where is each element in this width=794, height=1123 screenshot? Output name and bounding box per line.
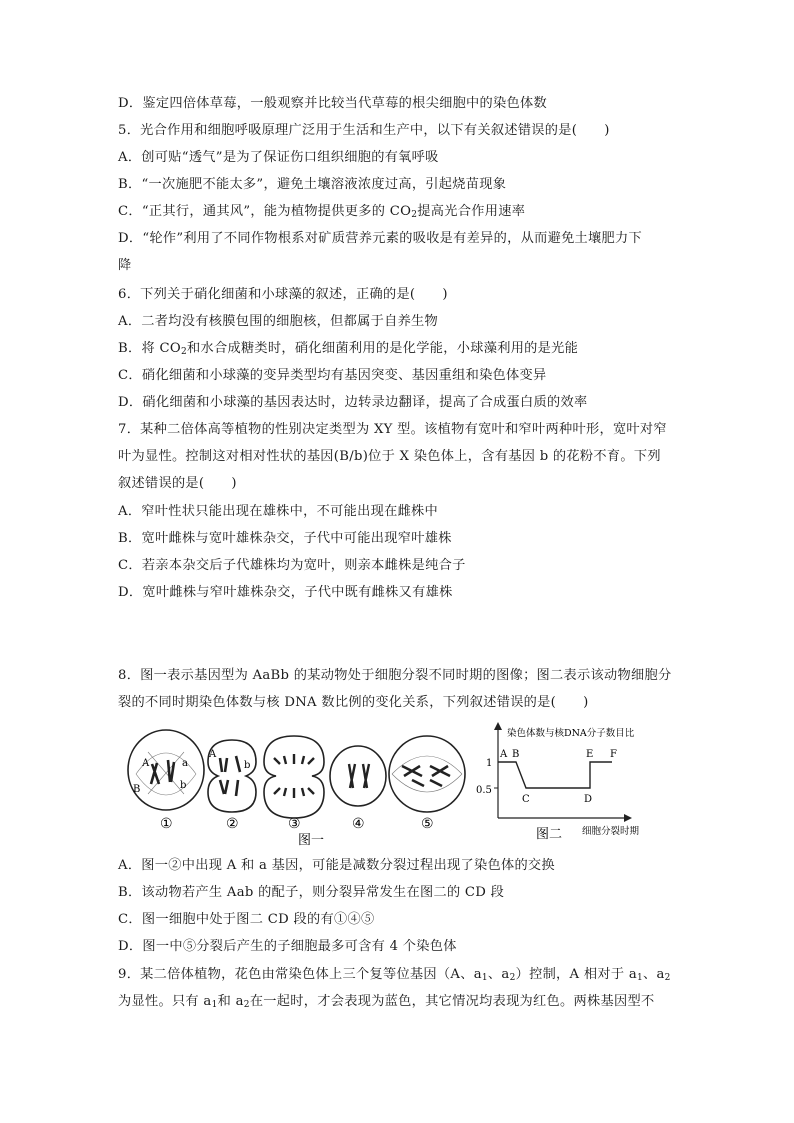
fig2-ytick-05: 0.5 bbox=[476, 785, 492, 796]
fig1-num-3: ③ bbox=[288, 816, 301, 832]
q8-figures bbox=[124, 722, 684, 852]
fig2-point-E: E bbox=[586, 749, 594, 760]
q8-stem-line2: 裂的不同时期染色体数与核 DNA 数比例的变化关系，下列叙述错误的是( ) bbox=[118, 695, 589, 710]
fig2-caption: 图二 bbox=[536, 827, 563, 842]
q5-option-d: D．“轮作”利用了不同作物根系对矿质营养元素的吸收是有差异的，从而避免土壤肥力下 bbox=[118, 231, 642, 246]
q6-stem: 6．下列关于硝化细菌和小球藻的叙述，正确的是( ) bbox=[118, 287, 448, 302]
q5-option-c: C．“正其行，通其风”，能为植物提供更多的 $CO_2$提高光合作用速率 bbox=[118, 204, 526, 220]
fig2-point-D: D bbox=[584, 794, 593, 805]
q6-option-b: B．将 $CO_2$和水合成糖类时，硝化细菌利用的是化学能，小球藻利用的是光能 bbox=[118, 341, 579, 357]
q7-option-a: A．窄叶性状只能出现在雄株中，不可能出现在雌株中 bbox=[118, 504, 439, 519]
fig1-caption: 图一 bbox=[298, 833, 325, 848]
fig1-letter-1: a bbox=[182, 758, 188, 769]
q8-option-b: B．该动物若产生 Aab 的配子，则分裂异常发生在图二的 CD 段 bbox=[118, 885, 505, 900]
fig1-cell-3 bbox=[264, 736, 324, 818]
fig1-cell-5 bbox=[389, 736, 465, 812]
fig1-num-1: ① bbox=[160, 816, 173, 832]
fig1-cell-4 bbox=[330, 746, 386, 806]
fig1-letter-2: B bbox=[133, 784, 141, 795]
fig1-letter-0: A bbox=[142, 758, 150, 769]
q6-option-a: A．二者均没有核膜包围的细胞核，但都属于自养生物 bbox=[118, 314, 439, 329]
fig1-letter-4: A bbox=[209, 749, 217, 760]
q5-option-a: A．创可贴“透气”是为了保证伤口组织细胞的有氧呼吸 bbox=[118, 150, 439, 165]
q5-stem: 5．光合作用和细胞呼吸原理广泛用于生活和生产中，以下有关叙述错误的是( ) bbox=[118, 123, 610, 138]
q8-option-d: D．图一中⑤分裂后产生的子细胞最多可含有 4 个染色体 bbox=[118, 939, 457, 954]
q7-stem-line2: 叶为显性。控制这对相对性状的基因(B/b)位于 X 染色体上，含有基因 b 的花粉不育。下列 bbox=[118, 449, 661, 464]
fig2-line bbox=[498, 762, 612, 788]
fig2-ylabel: 染色体数与核DNA分子数目比 bbox=[507, 728, 635, 739]
fig1-num-5: ⑤ bbox=[421, 816, 434, 832]
q7-option-b: B．宽叶雌株与宽叶雄株杂交，子代中可能出现窄叶雄株 bbox=[118, 531, 452, 546]
q5-option-d-cont: 降 bbox=[118, 258, 132, 273]
fig1-num-4: ④ bbox=[352, 816, 365, 832]
q7-stem-line1: 7．某种二倍体高等植物的性别决定类型为 XY 型。该植物有宽叶和窄叶两种叶形，宽叶对窄 bbox=[118, 422, 667, 437]
q9-stem-line2: 为显性。只有 $a_1$和 $a_2$在一起时，才会表现为蓝色，其它情况均表现为红色。两株基因型不 bbox=[118, 994, 655, 1010]
fig2-ytick-1: 1 bbox=[486, 758, 493, 769]
q7-stem-line3: 叙述错误的是( ) bbox=[118, 476, 237, 491]
q9-stem-line1: 9．某二倍体植物，花色由常染色体上三个复等位基因（A、$a_1$、$a_2$）控制，A 相对于 $a_1$、$a_2$ bbox=[118, 967, 671, 983]
fig2-graph bbox=[476, 722, 640, 842]
fig2-point-C: C bbox=[522, 794, 530, 805]
fig1-cell-2 bbox=[208, 740, 256, 812]
q7-option-c: C．若亲本杂交后子代雄株均为宽叶，则亲本雌株是纯合子 bbox=[118, 558, 466, 573]
fig1-cell-1 bbox=[128, 730, 204, 810]
q5-option-b: B．“一次施肥不能太多”，避免土壤溶液浓度过高，引起烧苗现象 bbox=[118, 177, 507, 192]
q8-option-a: A．图一②中出现 A 和 a 基因，可能是减数分裂过程出现了染色体的交换 bbox=[118, 858, 555, 873]
fig1-num-2: ② bbox=[226, 816, 239, 832]
fig2-point-A: A bbox=[500, 749, 508, 760]
fig2-point-F: F bbox=[610, 749, 617, 760]
q8-figure-svg bbox=[124, 722, 684, 852]
fig2-point-B: B bbox=[512, 749, 520, 760]
fig2-xlabel: 细胞分裂时期 bbox=[582, 826, 640, 837]
q6-option-c: C．硝化细菌和小球藻的变异类型均有基因突变、基因重组和染色体变异 bbox=[118, 368, 547, 383]
fig1-letter-3: b bbox=[180, 780, 187, 791]
q7-option-d: D．宽叶雌株与窄叶雄株杂交，子代中既有雌株又有雄株 bbox=[118, 585, 453, 600]
q8-option-c: C．图一细胞中处于图二 CD 段的有①④⑤ bbox=[118, 912, 375, 927]
q8-stem-line1: 8．图一表示基因型为 AaBb 的某动物处于细胞分裂不同时期的图像；图二表示该动物细胞分 bbox=[118, 668, 672, 683]
q4-option-d: D．鉴定四倍体草莓，一般观察并比较当代草莓的根尖细胞中的染色体数 bbox=[118, 96, 547, 111]
q6-option-d: D．硝化细菌和小球藻的基因表达时，边转录边翻译，提高了合成蛋白质的效率 bbox=[118, 395, 588, 410]
fig1-letter-5: b bbox=[244, 760, 251, 771]
